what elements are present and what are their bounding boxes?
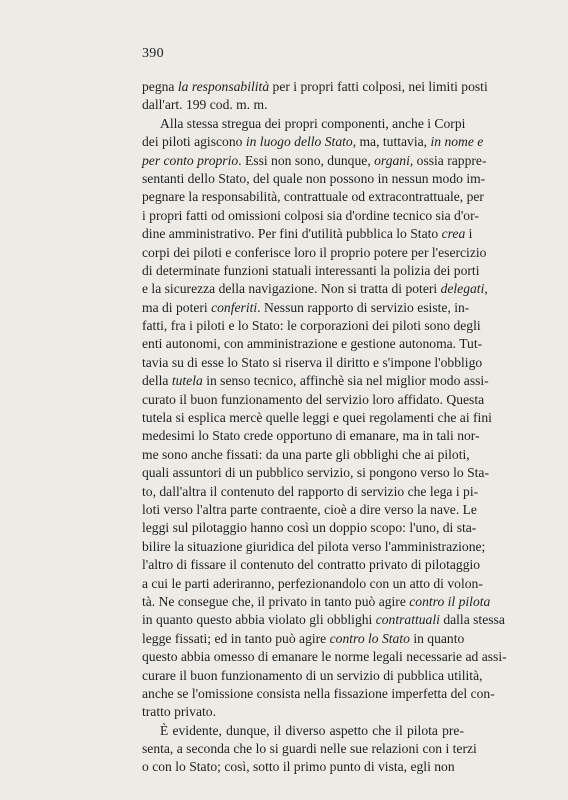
text-line (142, 703, 464, 721)
text-line (142, 317, 481, 335)
text-run: bilire la situazione giuridica del pilota verso l'amministrazione; (142, 538, 486, 554)
text-run: loti verso l'altra parte contraente, cioè a dire verso la nave. Le (142, 501, 477, 517)
text-line (142, 740, 477, 758)
text-line (142, 372, 489, 390)
text-line (142, 722, 464, 740)
text-line (142, 648, 507, 666)
text-run: enti autonomi, con amministrazione e gestione autonoma. Tut- (142, 336, 483, 352)
text-line (142, 501, 477, 519)
text-run: medesimi lo Stato crede opportuno di emanare, ma in tali nor- (142, 428, 480, 444)
text-line (142, 409, 492, 427)
text-line (142, 244, 487, 262)
text-run: o con lo Stato; così, sotto il primo punto di vista, egli non (142, 759, 455, 775)
text-run: conferiti (211, 299, 258, 315)
text-run: contro il pilota (409, 593, 491, 609)
text-run: per conto proprio (142, 152, 239, 168)
text-run: e la sicurezza della navigazione. Non si tratta di poteri (142, 281, 441, 297)
text-line (142, 538, 486, 556)
text-line (142, 78, 488, 96)
text-run: i propri fatti od omissioni colposi sia d'ordine tecnico sia d'or- (142, 207, 479, 223)
text-run: organi (374, 152, 410, 168)
text-run: in quanto questo abbia violato gli obblighi (142, 612, 376, 628)
text-run: , ossia rappre- (409, 152, 487, 168)
text-run: senta, a seconda che lo si guardi nelle sue relazioni con i terzi (142, 741, 477, 757)
text-line (142, 262, 480, 280)
text-run: legge fissati; ed in tanto può agire (142, 630, 330, 646)
text-line (142, 464, 489, 482)
text-line (142, 299, 470, 317)
text-run: la responsabilità (177, 79, 270, 94)
text-run: dalla stessa (439, 612, 505, 628)
text-line (142, 667, 483, 685)
text-run: me sono anche fissati: da una parte gli obblighi che ai piloti, (142, 446, 470, 462)
text-line (142, 225, 473, 243)
text-line (142, 280, 488, 298)
text-run: l'altro di fissare il contenuto del contratto privato di pilotaggio (142, 557, 481, 573)
text-line (142, 115, 464, 133)
text-line (142, 207, 479, 225)
text-line (142, 758, 464, 776)
text-run: contrattuali (375, 612, 440, 628)
text-run: contro lo Stato (329, 630, 410, 646)
text-run: corpi dei piloti e conferisce loro il proprio potere per l'esercizio (142, 244, 487, 260)
text-run: di determinate funzioni statuali interessanti la polizia dei porti (142, 262, 480, 278)
text-run: , (484, 281, 488, 297)
text-line (142, 630, 464, 648)
text-line (142, 685, 495, 703)
text-line (142, 483, 479, 501)
text-run: to, dall'altra il contenuto del rapporto di servizio che lega i pi- (142, 483, 479, 499)
text-run: tà. Ne consegue che, il privato in tanto può agire (142, 593, 410, 609)
text-line (142, 335, 483, 353)
text-line (142, 427, 480, 445)
text-run: sentanti dello Stato, del quale non possono in nessun modo im- (142, 170, 486, 186)
page-number: 390 (142, 46, 164, 61)
text-run: quali assuntori di un pubblico servizio, si pongono verso lo Sta- (142, 465, 489, 481)
text-run: ma di poteri (142, 299, 212, 315)
text-line (142, 391, 485, 409)
text-run: dine amministrativo. Per fini d'utilità pubblica lo Stato (142, 226, 442, 242)
text-run: È evidente, dunque, il diverso aspetto che il pilota pre- (160, 722, 464, 738)
text-run: leggi sul pilotaggio hanno così un doppio scopo: l'uno, di sta- (142, 520, 477, 536)
text-line (142, 133, 484, 151)
text-run: delegati (440, 281, 485, 297)
text-run: tutela (171, 373, 203, 389)
text-line (142, 593, 491, 611)
text-run: Alla stessa stregua dei propri componenti, anche i Corpi (160, 115, 466, 131)
text-run: anche se l'omissione consista nella fissazione imperfetta del con- (142, 685, 495, 701)
text-run: dall'art. 199 cod. m. m. (142, 97, 268, 113)
text-run: curato il buon funzionamento del servizio loro affidato. Questa (142, 391, 485, 407)
text-run: i (465, 226, 473, 242)
text-run: in quanto (409, 630, 465, 646)
text-run: . Nessun rapporto di servizio esiste, in- (257, 299, 470, 315)
text-run: tavia su di esse lo Stato si riserva il diritto e s'impone l'obbligo (142, 354, 483, 370)
text-line (142, 152, 487, 170)
text-line (142, 170, 486, 188)
text-run: in luogo dello Stato (245, 134, 353, 150)
text-run: a cui le parti aderiranno, perfezionandolo con un atto di volon- (142, 575, 483, 591)
text-line (142, 96, 464, 114)
text-line (142, 519, 477, 537)
text-line (142, 575, 483, 593)
text-run: tratto privato. (142, 704, 216, 720)
text-line (142, 446, 470, 464)
text-line (142, 556, 481, 574)
text-run: in nome e (430, 134, 484, 150)
text-run: questo abbia omesso di emanare le norme legali necessarie ad assi- (142, 649, 507, 665)
text-run: fatti, fra i piloti e lo Stato: le corporazioni dei piloti sono degli (142, 318, 481, 334)
text-line (142, 611, 505, 629)
text-run: della (142, 373, 172, 389)
body-text (142, 78, 507, 777)
text-line (142, 188, 484, 206)
text-run: per i propri fatti colposi, nei limiti posti (269, 79, 488, 94)
text-run: pegna (142, 79, 178, 94)
text-run: crea (441, 226, 466, 242)
text-run: , ma, tuttavia, (352, 134, 431, 150)
text-run: tutela si esplica mercè quelle leggi e quei regolamenti che ai fini (142, 410, 492, 426)
text-run: pegnare la responsabilità, contrattuale od extracontrattuale, per (142, 189, 484, 205)
text-line (142, 354, 483, 372)
text-run: curare il buon funzionamento di un servizio di pubblica utilità, (142, 667, 483, 683)
text-run: dei piloti agiscono (142, 134, 246, 150)
text-run: . Essi non sono, dunque, (238, 152, 375, 168)
text-run: in senso tecnico, affinchè sia nel miglior modo assi- (202, 373, 489, 389)
